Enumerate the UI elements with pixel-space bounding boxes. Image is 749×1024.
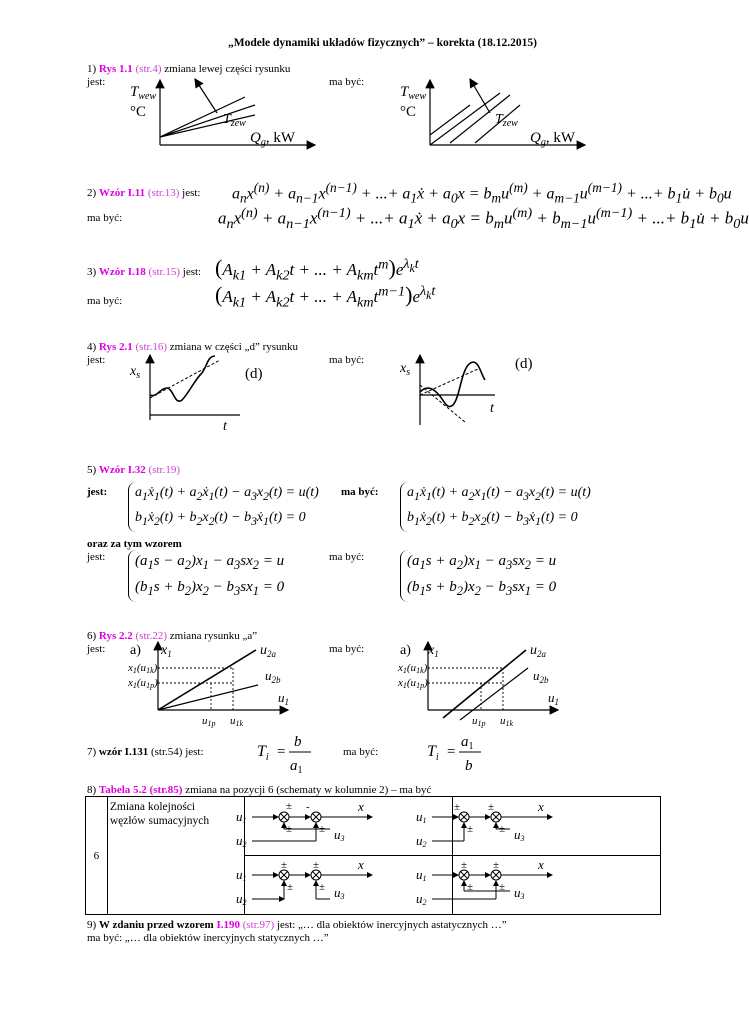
fig1-Q-label: $Q_g$, kW — [250, 130, 296, 148]
fig6b-u2b-label: $u_{2b}$ — [533, 668, 549, 685]
item-2-mabyc-label: ma być: — [87, 212, 123, 224]
item-5-jest-label: jest: — [87, 486, 108, 498]
svg-text:±: ± — [493, 859, 500, 871]
item-4-figure-mabyc — [395, 350, 565, 435]
schema-4-u3-label: u3 — [514, 885, 525, 901]
schema-2-u1-label: u1 — [416, 809, 427, 825]
schema-3-x-label: x — [358, 857, 364, 872]
item-3-heading: 3) Wzór I.18 (str.15) jest: — [87, 266, 202, 278]
schema-3-u3-label: u3 — [334, 885, 345, 901]
svg-text:=: = — [277, 744, 286, 760]
svg-text:±: ± — [499, 823, 506, 835]
item-4-jest-label: jest: — [87, 354, 106, 366]
item-1-mabyc-label: ma być: — [329, 76, 365, 88]
fig4-xs-label: $x_s$ — [130, 364, 141, 381]
fig1b-Q-label: $Q_g$, kW — [530, 130, 576, 148]
fig6-u1-label: $u_1$ — [278, 690, 289, 707]
fig6b-u2a-label: $u_{2a}$ — [530, 643, 546, 659]
svg-text:=: = — [447, 744, 456, 760]
item-2-heading: 2) Wzór I.11 (str.13) jest: — [87, 187, 201, 199]
schema-4-x-label: x — [538, 857, 544, 872]
fig6b-u1-label: $u_1$ — [548, 690, 559, 707]
schema-2-u2-label: u2 — [416, 833, 427, 849]
svg-text:±: ± — [319, 881, 326, 893]
item-4-heading: 4) Rys 2.1 (str.16) zmiana w części „d” rysunku — [87, 341, 299, 353]
svg-text:±: ± — [287, 881, 294, 893]
item-2-equation-jest: $a_nx^{(n)} + a_{n-1}x^{(n-1)}$ + ...+ $a_1ẋ + a_0x = b_mu^{(m)} + a_{m-1}u^{(m-1)}$ + ...+ $b_1u̇ + b_0u$ — [232, 180, 732, 206]
item-4-mabyc-label: ma być: — [329, 354, 365, 366]
summing-junction-schematics — [222, 797, 662, 913]
schema-2-x-label: x — [538, 799, 544, 814]
fig6b-u1p-label: u1p — [472, 715, 486, 728]
schema-1-u2-label: u2 — [236, 833, 247, 849]
item-1-figure-mabyc — [395, 75, 595, 155]
fig6b-x1-label: $x_1$ — [428, 643, 439, 659]
item-6-heading: 6) Rys 2.2 (str.22) zmiana rysunku „a” — [87, 630, 258, 642]
fig4-d-label: (d) — [245, 366, 263, 382]
schema-4-u2-label: u2 — [416, 891, 427, 907]
item-6-figure-mabyc — [398, 640, 568, 730]
page-header: „Modele dynamiki układów fizycznych” – korekta (18.12.2015) — [228, 37, 538, 49]
svg-text:a1: $a_1$ — [290, 758, 303, 776]
item-6-jest-label: jest: — [87, 643, 106, 655]
schema-2-u3-label: u3 — [514, 827, 525, 843]
schema-1-u1-label: u1 — [236, 809, 247, 825]
fig1b-unit-label: °C — [400, 104, 417, 120]
fig6b-x1u1p-label: x1(u1p) — [398, 677, 428, 690]
item-3-mabyc-label: ma być: — [87, 295, 123, 307]
svg-text:-: - — [306, 801, 310, 813]
item-7-equation-jest — [255, 732, 315, 774]
item-2-equation-mabyc: $a_nx^{(n)} + a_{n-1}x^{(n-1)}$ + ...+ $a_1ẋ + a_0x = b_mu^{(m)} + b_{m-1}u^{(m-1)}$ + ...+ $b_1u̇ + b_0u$ — [218, 205, 749, 233]
fig6-u1k-label: u1k — [230, 715, 244, 728]
svg-text:±: ± — [286, 800, 293, 812]
item-5-system2-mabyc: $(a_1s + a_2)x_1 - a_3sx_2 = u$ $(b_1s + b_2)x_2 - b_3sx_1 = 0$ — [400, 550, 556, 602]
fig4b-d-label: (d) — [515, 356, 533, 372]
svg-text:Ti: $T_i$ — [257, 743, 269, 763]
fig6-x1-label: $x_1$ — [161, 643, 172, 659]
svg-text:a1: $a_1$ — [461, 734, 474, 752]
fig6-u2b-label: $u_{2b}$ — [265, 668, 281, 685]
item-1-figure-jest — [125, 75, 325, 155]
fig6-x1u1p-label: x1(u1p) — [128, 677, 158, 690]
item-1-jest-label: jest: — [87, 76, 106, 88]
item-3-equation-mabyc: ($A_{k1} + A_{k2}t$ + ... + $A_{km}t^{m-1})e^{\lambda_kt}$ — [215, 282, 436, 311]
item-5-heading: 5) Wzór I.32 (str.19) — [87, 464, 181, 476]
fig6b-a-label: a) — [400, 643, 411, 658]
svg-text:±: ± — [313, 859, 320, 871]
item-4-figure-jest — [125, 350, 295, 435]
fig6-u2a-label: $u_{2a}$ — [260, 643, 276, 659]
item-5-system2-jest: $(a_1s - a_2)x_1 - a_3sx_2 = u$ $(b_1s + b_2)x_2 - b_3sx_1 = 0$ — [128, 550, 284, 602]
fig1-Tzew-label: $T_{zew}$ — [223, 112, 246, 129]
item-9-heading: 9) W zdaniu przed wzorem I.190 (str.97) jest: „… dla obiektów inercyjnych astatycznych …” — [87, 919, 507, 931]
fig6b-u1k-label: u1k — [500, 715, 514, 728]
schema-1-x-label: x — [358, 799, 364, 814]
fig1-T-label: $T_{wew}$ — [130, 84, 157, 102]
item-1-heading: 1) Rys 1.1 (str.4) zmiana lewej części rysunku — [87, 63, 291, 75]
schema-3-u2-label: u2 — [236, 891, 247, 907]
svg-text:±: ± — [286, 823, 293, 835]
svg-text:±: ± — [461, 859, 468, 871]
table-description-cell: Zmiana kolejności węzłów sumacyjnych — [107, 797, 244, 915]
item-6-mabyc-label: ma być: — [329, 643, 365, 655]
item-6-figure-jest — [128, 640, 298, 730]
fig6-a-label: a) — [130, 643, 141, 658]
item-5-system-jest: $a_1ẋ_1(t)$ + $a_2ẋ_1(t) - a_3x_2(t) = u(t)$ $b_1ẋ_2(t) + b_2x_2(t)$ − $b_3ẋ_1(t) = 0$ — [128, 482, 319, 532]
table-position-cell: 6 — [86, 797, 108, 915]
svg-text:±: ± — [467, 823, 474, 835]
item-5-jest2-label: jest: — [87, 551, 106, 563]
fig6-x1u1k-label: x1(u1k) — [128, 662, 158, 675]
fig1b-Tzew-label: $T_{zew}$ — [495, 112, 518, 129]
item-8-heading: 8) Tabela 5.2 (str.85) zmiana na pozycji 6 (schematy w kolumnie 2) – ma być — [87, 784, 432, 796]
svg-text:b: b — [294, 734, 302, 750]
item-7-equation-mabyc — [425, 732, 485, 774]
fig6-u1p-label: u1p — [202, 715, 216, 728]
fig6b-x1u1k-label: x1(u1k) — [398, 662, 428, 675]
item-9-mabyc: ma być: „… dla obiektów inercyjnych statycznych …” — [87, 932, 329, 944]
fig1-unit-label: °C — [130, 104, 147, 120]
item-3-equation-jest: ($A_{k1} + A_{k2}t$ + ... + $A_{km}t^m)e^{\lambda_kt}$ — [215, 255, 419, 284]
svg-text:±: ± — [281, 859, 288, 871]
item-5-mabyc-label: ma być: — [341, 486, 379, 498]
schema-3-u1-label: u1 — [236, 867, 247, 883]
svg-text:±: ± — [499, 881, 506, 893]
svg-text:±: ± — [488, 801, 495, 813]
fig4b-t-label: t — [490, 401, 494, 416]
item-7-mabyc-label: ma być: — [343, 746, 379, 758]
item-5-note: oraz za tym wzorem — [87, 538, 182, 550]
svg-text:b: b — [465, 758, 473, 774]
fig4b-xs-label: $x_s$ — [400, 361, 411, 378]
schema-1-u3-label: u3 — [334, 827, 345, 843]
schema-4-u1-label: u1 — [416, 867, 427, 883]
svg-text:Ti: $T_i$ — [427, 743, 439, 763]
svg-text:±: ± — [319, 823, 326, 835]
item-7-heading: 7) wzór I.131 (str.54) jest: — [87, 746, 204, 758]
svg-text:±: ± — [467, 881, 474, 893]
fig4-t-label: t — [223, 419, 227, 434]
fig1b-T-label: $T_{wew}$ — [400, 84, 427, 102]
svg-text:±: ± — [454, 801, 461, 813]
item-5-system-mabyc: $a_1ẋ_1(t) + a_2x_1(t) - a_3x_2(t) = u(t)$ $b_1ẋ_2(t) + b_2x_2(t)$ − $b_3ẋ_1(t) = 0$ — [400, 482, 591, 532]
item-5-mabyc2-label: ma być: — [329, 551, 365, 563]
